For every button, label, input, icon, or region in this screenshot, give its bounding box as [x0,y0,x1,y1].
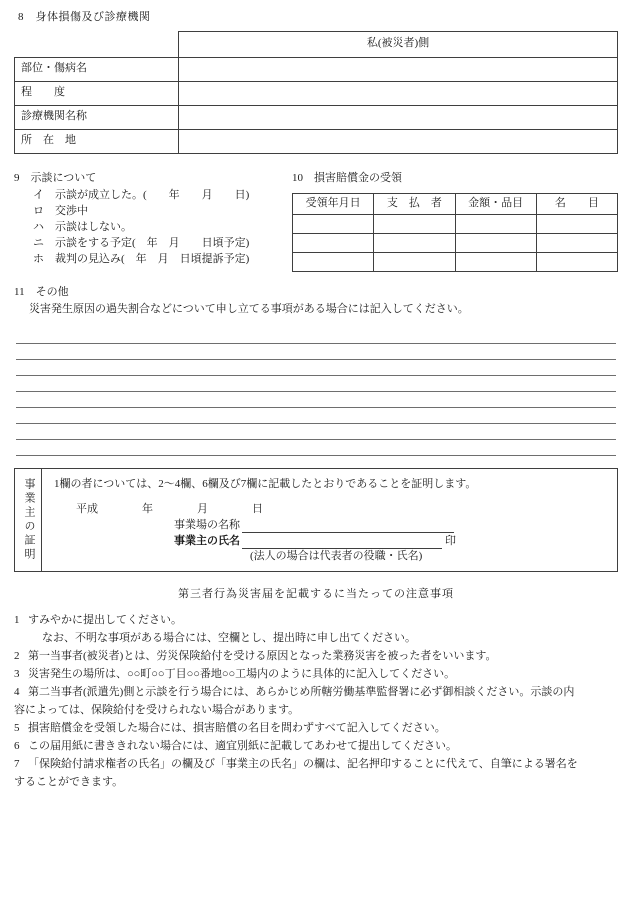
table-row [15,129,618,153]
section8-title: 8 身体損傷及び診療機関 [18,11,151,23]
sections-9-10 [14,171,618,272]
col-header-payer: 支 払 者 [374,193,455,214]
settlement-option-b: ロ 交渉中 [33,204,88,217]
employer-certification-vertical-label: 事業主の証明 [15,469,42,571]
note-number: 3 [14,667,20,680]
notes-title: 第三者行為災害届を記載するに当たっての注意事項 [178,587,454,600]
input-cell[interactable] [293,214,374,233]
note-item-6 [14,737,618,755]
certification-date-line: 平成 年 月 日 [76,502,263,515]
write-in-line[interactable] [16,376,616,392]
note-text: なお、不明な事項がある場合には、空欄とし、提出時に申し出てください。 [42,631,416,644]
input-cell-degree[interactable] [179,81,618,105]
note-item-5 [14,719,618,737]
table-row [293,252,618,271]
table-header-row [293,193,618,214]
note-number: 7 [14,757,20,770]
col-header-date: 受領年月日 [293,193,374,214]
note-item-3 [14,665,618,683]
note-item-1 [14,611,618,647]
col-header-amount: 金額・品目 [455,193,536,214]
note-number: 2 [14,649,20,662]
note-text: すみやかに提出してください。 [28,613,182,626]
section11 [14,285,618,456]
table-row [15,105,618,129]
input-cell[interactable] [374,233,455,252]
note-number: 6 [14,739,20,752]
row-label-body-part: 部位・傷病名 [15,57,179,81]
note-item-2 [14,647,618,665]
write-in-line[interactable] [16,440,616,456]
input-cell[interactable] [536,233,617,252]
input-cell[interactable] [455,214,536,233]
employer-name-row [174,533,607,549]
table-row [15,57,618,81]
write-in-area [16,328,616,456]
compensation-table [292,193,618,272]
section10 [292,171,618,272]
input-cell-clinic-name[interactable] [179,105,618,129]
input-cell[interactable] [536,214,617,233]
note-text: 第一当事者(被災者)とは、労災保険給付を受ける原因となった業務災害を被った者をいいます。 [28,649,497,662]
input-cell-body-part[interactable] [179,57,618,81]
note-item-7 [14,755,618,791]
table-row [15,81,618,105]
employer-name-label: 事業主の氏名 [174,534,240,547]
table-row [293,233,618,252]
injury-table-corner-cell [15,31,179,57]
note-number: 4 [14,685,20,698]
input-cell[interactable] [455,233,536,252]
section10-title: 10 損害賠償金の受領 [292,171,402,184]
settlement-option-d: ニ 示談をする予定( 年 月 日頃予定) [33,236,250,249]
note-text: 災害発生の場所は、○○町○○丁目○○番地○○工場内のように具体的に記入してください。 [28,667,456,680]
corporate-representative-note: (法人の場合は代表者の役職・氏名) [250,549,423,562]
row-label-degree: 程 度 [15,81,179,105]
write-in-line[interactable] [16,360,616,376]
write-in-line[interactable] [16,344,616,360]
note-text: 損害賠償金を受領した場合には、損害賠償の名目を問わずすべて記入してください。 [28,721,446,734]
note-text: この届用紙に書ききれない場合には、適宜別紙に記載してあわせて提出してください。 [28,739,457,752]
section11-instruction: 災害発生原因の過失割合などについて申し立てる事項がある場合には記入してください。 [29,302,469,315]
write-in-line[interactable] [16,424,616,440]
input-cell[interactable] [293,252,374,271]
certification-statement: 1欄の者については、2～4欄、6欄及び7欄に記載したとおりであることを証明します。 [54,477,477,490]
section9 [14,171,292,272]
workplace-name-row [174,517,607,533]
input-cell[interactable] [374,214,455,233]
table-row [293,214,618,233]
section9-title: 9 示談について [14,171,97,184]
notes-list [14,611,618,791]
note-number: 1 [14,613,20,626]
write-in-line[interactable] [16,328,616,344]
workplace-name-label: 事業場の名称 [174,518,240,531]
victim-side-header: 私(被災者)側 [179,31,618,57]
input-cell[interactable] [374,252,455,271]
input-cell[interactable] [536,252,617,271]
input-cell-address[interactable] [179,129,618,153]
col-header-description: 名 目 [536,193,617,214]
employer-certification-box [14,468,618,572]
employer-name-fill-line[interactable] [242,536,442,549]
settlement-option-c: ハ 示談はしない。 [33,220,132,233]
write-in-line[interactable] [16,392,616,408]
workplace-name-fill-line[interactable] [242,520,454,533]
settlement-option-e: ホ 裁判の見込み( 年 月 日頃提訴予定) [33,252,250,265]
seal-mark: 印 [445,534,456,547]
employer-certification-content [42,469,617,571]
note-text: 第二当事者(派遣先)側と示談を行う場合には、あらかじめ所轄労働基準監督署に必ず御相談ください。示談の内 [28,685,575,698]
write-in-line[interactable] [16,408,616,424]
note-number: 5 [14,721,20,734]
input-cell[interactable] [455,252,536,271]
note-item-4 [14,683,618,719]
injury-table [14,31,618,154]
section11-title: 11 その他 [14,285,69,298]
note-text: 容によっては、保険給付を受けられない場合があります。 [14,703,300,716]
note-text: 「保険給付請求権者の氏名」の欄及び「事業主の氏名」の欄は、記名押印することに代えて、自筆による署名を [28,757,578,770]
note-text: することができます。 [14,775,124,788]
input-cell[interactable] [293,233,374,252]
row-label-clinic-name: 診療機関名称 [15,105,179,129]
settlement-option-a: イ 示談が成立した。( 年 月 日) [33,188,250,201]
row-label-address: 所 在 地 [15,129,179,153]
